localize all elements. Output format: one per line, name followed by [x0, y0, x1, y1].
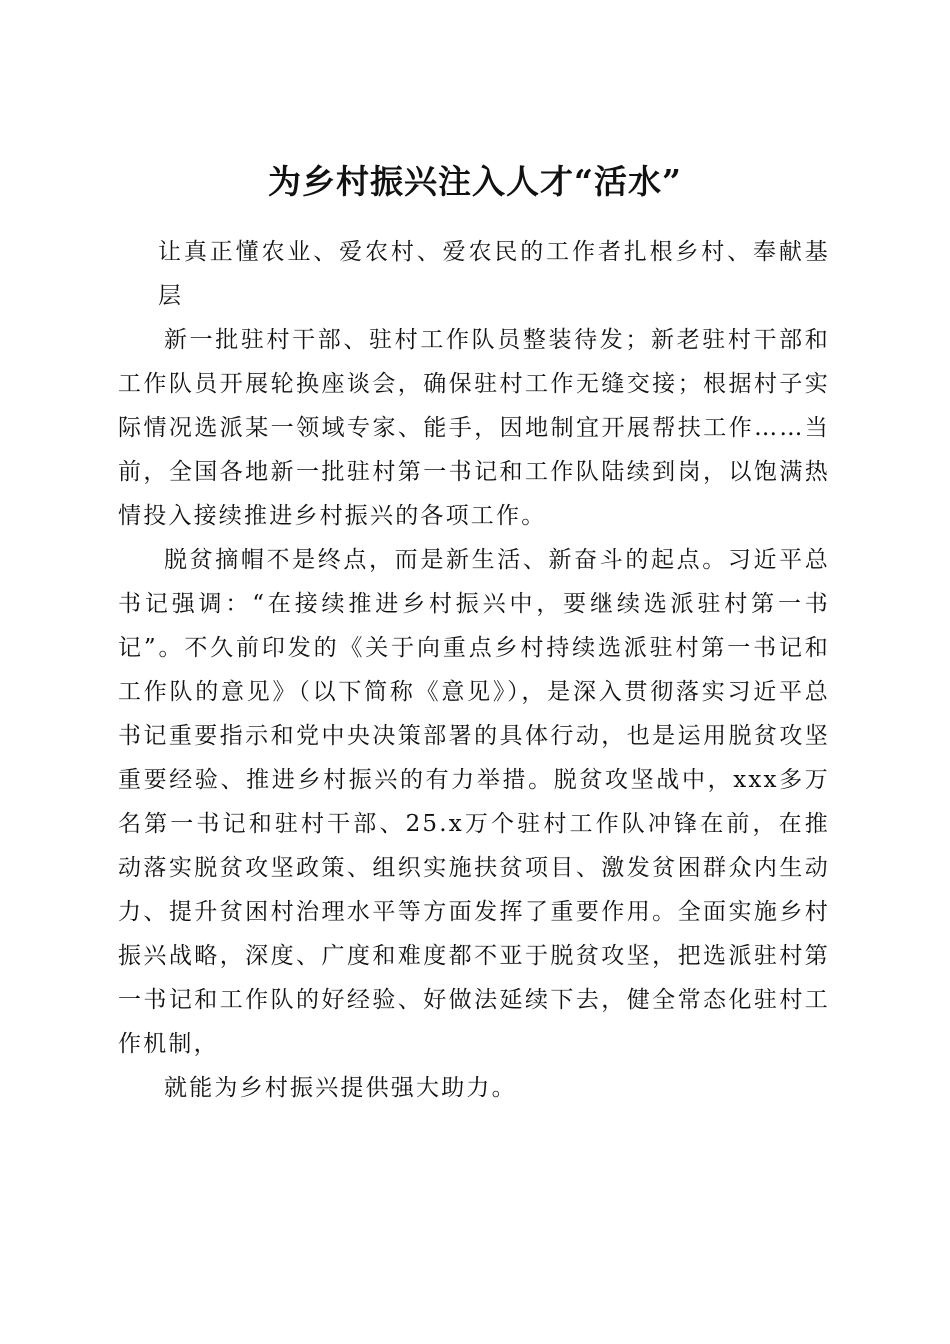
paragraph-2: 脱贫摘帽不是终点，而是新生活、新奋斗的起点。习近平总书记强调：“在接续推进乡村振兴中，要继续选派驻村第一书记”。不久前印发的《关于向重点乡村持续选派驻村第一书记和工作队的意见》（以下简称《意见》），是深入贯彻落实习近平总书记重要指示和党中央决策部署的具体行动，也是运用脱贫攻坚重要经验、推进乡村振兴的有力举措。脱贫攻坚战中，xxx多万名第一书记和驻村干部、25.x万个驻村工作队冲锋在前，在推动落实脱贫攻坚政策、组织实施扶贫项目、激发贫困群众内生动力、提升贫困村治理水平等方面发挥了重要作用。全面实施乡村振兴战略，深度、广度和难度都不亚于脱贫攻坚，把选派驻村第一书记和工作队的好经验、好做法延续下去，健全常态化驻村工作机制，: [118, 547, 830, 1057]
document-subtitle: 让真正懂农业、爱农村、爱农民的工作者扎根乡村、奉献基层: [158, 239, 830, 309]
paragraph-1: 新一批驻村干部、驻村工作队员整装待发；新老驻村干部和工作队员开展轮换座谈会，确保驻村工作无缝交接；根据村子实际情况选派某一领域专家、能手，因地制宜开展帮扶工作……当前，全国各地新一批驻村第一书记和工作队陆续到岗，以饱满热情投入接续推进乡村振兴的各项工作。: [118, 327, 830, 529]
document-title: 为乡村振兴注入人才“活水”: [268, 162, 682, 202]
closing-line: 就能为乡村振兴提供强大助力。: [164, 1075, 517, 1101]
document-body: [118, 230, 830, 1110]
